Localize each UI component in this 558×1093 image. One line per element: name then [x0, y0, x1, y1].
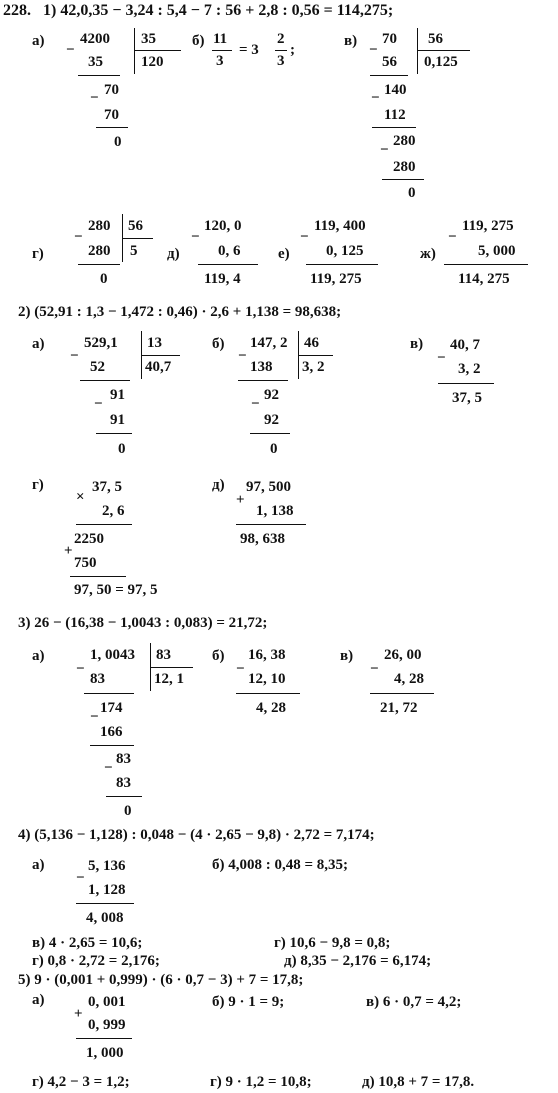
- s1-d-bottom: 0, 6: [218, 243, 241, 259]
- minus-sign: −: [371, 90, 380, 106]
- s2-b-rem1: 92: [264, 387, 279, 403]
- s2-v-top: 40, 7: [450, 337, 480, 353]
- s5-a-label: а): [32, 992, 45, 1008]
- minus-sign: −: [191, 229, 200, 245]
- s2-a-rem2: 0: [118, 441, 126, 457]
- s3-title: 3) 26 − (16,38 − 1,0043 : 0,083) = 21,72;: [18, 615, 268, 631]
- s2-v-result: 37, 5: [452, 390, 482, 406]
- s5-title: 5) 9 · (0,001 + 0,999) · (6 · 0,7 − 3) + 7 = 17,8;: [18, 972, 304, 988]
- s1-a-rem1: 70: [104, 82, 119, 98]
- s4-g-text: г) 10,6 − 9,8 = 0,8;: [274, 935, 391, 951]
- s1-e-bottom: 0, 125: [326, 243, 364, 259]
- s1-g-sub: 280: [88, 243, 111, 259]
- s1-v-sub1: 56: [382, 54, 397, 70]
- division-line: [123, 238, 153, 239]
- s2-b-sub1: 138: [250, 359, 273, 375]
- s1-g-label: г): [32, 246, 44, 262]
- s4-a-result: 4, 008: [86, 910, 124, 926]
- minus-sign: −: [76, 661, 85, 677]
- s2-a-sub1: 52: [90, 359, 105, 375]
- s1-e-top: 119, 400: [314, 218, 366, 234]
- minus-sign: −: [448, 229, 457, 245]
- fraction-bar: [212, 50, 232, 51]
- s1-zh-result: 114, 275: [458, 271, 510, 287]
- minus-sign: −: [370, 661, 379, 677]
- division-line: [142, 355, 180, 356]
- underline: [80, 380, 130, 381]
- part1-equation: 1) 42,0,35 − 3,24 : 5,4 − 7 : 56 + 2,8 : 0,56 = 114,275;: [43, 2, 394, 19]
- s3-a-divisor: 83: [156, 647, 171, 663]
- underline: [78, 75, 120, 76]
- s1-d-top: 120, 0: [204, 218, 242, 234]
- underline: [96, 127, 128, 128]
- s3-a-rem2: 83: [116, 751, 131, 767]
- s1-b-fnum: 2: [277, 31, 285, 47]
- s1-g-quotient: 5: [130, 243, 138, 259]
- underline: [90, 745, 134, 746]
- s1-v-sub2: 112: [384, 107, 406, 123]
- task-number: 228.: [3, 2, 31, 19]
- division-bar: [417, 28, 418, 74]
- division-line: [151, 667, 193, 668]
- s2-g-p2: 750: [74, 555, 97, 571]
- s1-d-result: 119, 4: [204, 271, 241, 287]
- s2-a-rem1: 91: [110, 387, 125, 403]
- s2-v-bottom: 3, 2: [458, 361, 481, 377]
- s1-v-divisor: 56: [428, 31, 443, 47]
- s3-a-rem1: 174: [100, 700, 123, 716]
- s4-v-text: в) 4 · 2,65 = 10,6;: [32, 935, 143, 951]
- s2-a-quotient: 40,7: [145, 359, 172, 375]
- s2-title: 2) (52,91 : 1,3 − 1,472 : 0,46) · 2,6 + 1,138 = 98,638;: [18, 304, 342, 320]
- s5-a-result: 1, 000: [86, 1045, 124, 1061]
- underline: [370, 693, 434, 694]
- s2-b-quotient: 3, 2: [302, 359, 325, 375]
- s4-a-bottom: 1, 128: [88, 882, 126, 898]
- underline: [250, 433, 290, 434]
- underline: [78, 264, 120, 265]
- s5-b-text: б) 9 · 1 = 9;: [212, 994, 285, 1010]
- s1-b-den: 3: [216, 53, 224, 69]
- minus-sign: −: [94, 396, 103, 412]
- s3-v-bottom: 4, 28: [394, 671, 424, 687]
- s2-d-top: 97, 500: [246, 479, 291, 495]
- s2-d-result: 98, 638: [240, 531, 285, 547]
- underline: [84, 693, 134, 694]
- s1-zh-label: ж): [420, 246, 436, 262]
- s3-b-top: 16, 38: [248, 647, 286, 663]
- s3-a-sub3: 83: [116, 775, 131, 791]
- s2-b-label: б): [212, 336, 225, 352]
- minus-sign: −: [74, 229, 83, 245]
- s1-g-divisor: 56: [128, 218, 143, 234]
- s1-v-rem2: 280: [393, 133, 416, 149]
- s1-b-fden: 3: [277, 53, 285, 69]
- s5-g2-text: г) 9 · 1,2 = 10,8;: [210, 1074, 312, 1090]
- s2-b-divisor: 46: [304, 335, 319, 351]
- s1-v-sub3: 280: [393, 159, 416, 175]
- s3-b-label: б): [212, 648, 225, 664]
- s3-a-quotient: 12, 1: [154, 671, 184, 687]
- s1-a-rem2: 0: [114, 134, 122, 150]
- minus-sign: −: [66, 42, 75, 58]
- s1-e-label: е): [278, 246, 290, 262]
- s1-v-dividend: 70: [382, 31, 397, 47]
- minus-sign: −: [76, 870, 85, 886]
- s2-d-bottom: 1, 138: [256, 503, 294, 519]
- minus-sign: −: [236, 661, 245, 677]
- plus-sign: +: [64, 543, 73, 559]
- s1-d-label: д): [167, 246, 180, 262]
- underline: [236, 693, 300, 694]
- s3-v-result: 21, 72: [380, 700, 418, 716]
- s3-a-label: а): [32, 648, 45, 664]
- underline: [372, 127, 416, 128]
- s3-a-sub2: 166: [100, 724, 123, 740]
- minus-sign: −: [70, 348, 79, 364]
- underline: [70, 576, 126, 577]
- s3-v-top: 26, 00: [384, 647, 422, 663]
- s1-b-semi: ;: [290, 42, 295, 58]
- s2-g-label: г): [32, 477, 44, 493]
- s1-a-label: а): [32, 33, 45, 49]
- s3-a-rem3: 0: [124, 803, 132, 819]
- s4-a-label: а): [32, 857, 45, 873]
- s1-g-dividend: 280: [88, 218, 111, 234]
- underline: [236, 524, 306, 525]
- minus-sign: −: [90, 90, 99, 106]
- division-line: [418, 50, 470, 51]
- minus-sign: −: [90, 709, 99, 725]
- s5-v-text: в) 6 · 0,7 = 4,2;: [366, 994, 462, 1010]
- minus-sign: −: [251, 396, 260, 412]
- s2-g-result: 97, 50 = 97, 5: [74, 582, 158, 598]
- s1-b-label: б): [192, 33, 205, 49]
- s3-a-dividend: 1, 0043: [90, 647, 135, 663]
- s1-e-result: 119, 275: [310, 271, 362, 287]
- minus-sign: −: [238, 348, 247, 364]
- s5-a-top: 0, 001: [88, 994, 126, 1010]
- underline: [76, 903, 134, 904]
- plus-sign: +: [236, 492, 245, 508]
- s2-b-dividend: 147, 2: [250, 335, 288, 351]
- underline: [238, 380, 288, 381]
- underline: [438, 383, 494, 384]
- underline: [106, 796, 142, 797]
- s1-a-sub2: 70: [104, 107, 119, 123]
- s3-b-bottom: 12, 10: [248, 671, 286, 687]
- s1-b-eq: = 3: [239, 42, 259, 58]
- s3-v-label: в): [340, 648, 354, 664]
- s2-a-divisor: 13: [147, 335, 162, 351]
- s1-a-sub1: 35: [88, 54, 103, 70]
- s1-v-rem1: 140: [384, 82, 407, 98]
- minus-sign: −: [104, 760, 113, 776]
- s4-title: 4) (5,136 − 1,128) : 0,048 − (4 · 2,65 − 9,8) · 2,72 = 7,174;: [18, 827, 375, 843]
- underline: [306, 264, 378, 265]
- s4-g2-text: г) 0,8 · 2,72 = 2,176;: [32, 953, 160, 969]
- s2-a-sub2: 91: [110, 412, 125, 428]
- s2-g-top: 37, 5: [92, 479, 122, 495]
- s4-d-text: д) 8,35 − 2,176 = 6,174;: [284, 953, 432, 969]
- s2-a-label: а): [32, 336, 45, 352]
- s2-d-label: д): [212, 477, 225, 493]
- division-line: [299, 355, 333, 356]
- underline: [76, 524, 132, 525]
- underline: [382, 179, 424, 180]
- s3-a-sub1: 83: [90, 671, 105, 687]
- s2-b-sub2: 92: [264, 412, 279, 428]
- fraction-bar: [275, 50, 287, 51]
- s1-v-quotient: 0,125: [424, 54, 458, 70]
- division-bar: [134, 28, 135, 74]
- s1-a-divisor: 35: [141, 31, 156, 47]
- underline: [96, 433, 132, 434]
- division-line: [135, 50, 181, 51]
- minus-sign: −: [300, 229, 309, 245]
- s4-b-text: б) 4,008 : 0,48 = 8,35;: [212, 857, 349, 873]
- s4-a-top: 5, 136: [88, 858, 126, 874]
- s2-g-p1: 2250: [74, 531, 104, 547]
- s3-b-result: 4, 28: [256, 700, 286, 716]
- minus-sign: −: [380, 142, 389, 158]
- s1-a-quotient: 120: [141, 54, 164, 70]
- s5-d-text: д) 10,8 + 7 = 17,8.: [362, 1074, 475, 1090]
- s2-v-label: в): [410, 336, 424, 352]
- times-sign: ×: [76, 489, 85, 505]
- s1-g-rem: 0: [100, 271, 108, 287]
- s1-zh-bottom: 5, 000: [478, 243, 516, 259]
- underline: [198, 264, 258, 265]
- s2-g-bottom: 2, 6: [102, 503, 125, 519]
- minus-sign: −: [369, 42, 378, 58]
- s1-a-dividend: 4200: [80, 31, 110, 47]
- s2-b-rem2: 0: [270, 441, 278, 457]
- underline: [370, 75, 408, 76]
- s1-zh-top: 119, 275: [462, 218, 514, 234]
- underline: [444, 264, 528, 265]
- s5-a-bottom: 0, 999: [88, 1017, 126, 1033]
- plus-sign: +: [74, 1006, 83, 1022]
- s1-v-label: в): [344, 33, 358, 49]
- s1-v-rem3: 0: [408, 185, 416, 201]
- s1-b-num: 11: [213, 31, 228, 47]
- s5-g-text: г) 4,2 − 3 = 1,2;: [32, 1074, 130, 1090]
- minus-sign: −: [437, 350, 446, 366]
- s2-a-dividend: 529,1: [84, 335, 118, 351]
- underline: [76, 1038, 132, 1039]
